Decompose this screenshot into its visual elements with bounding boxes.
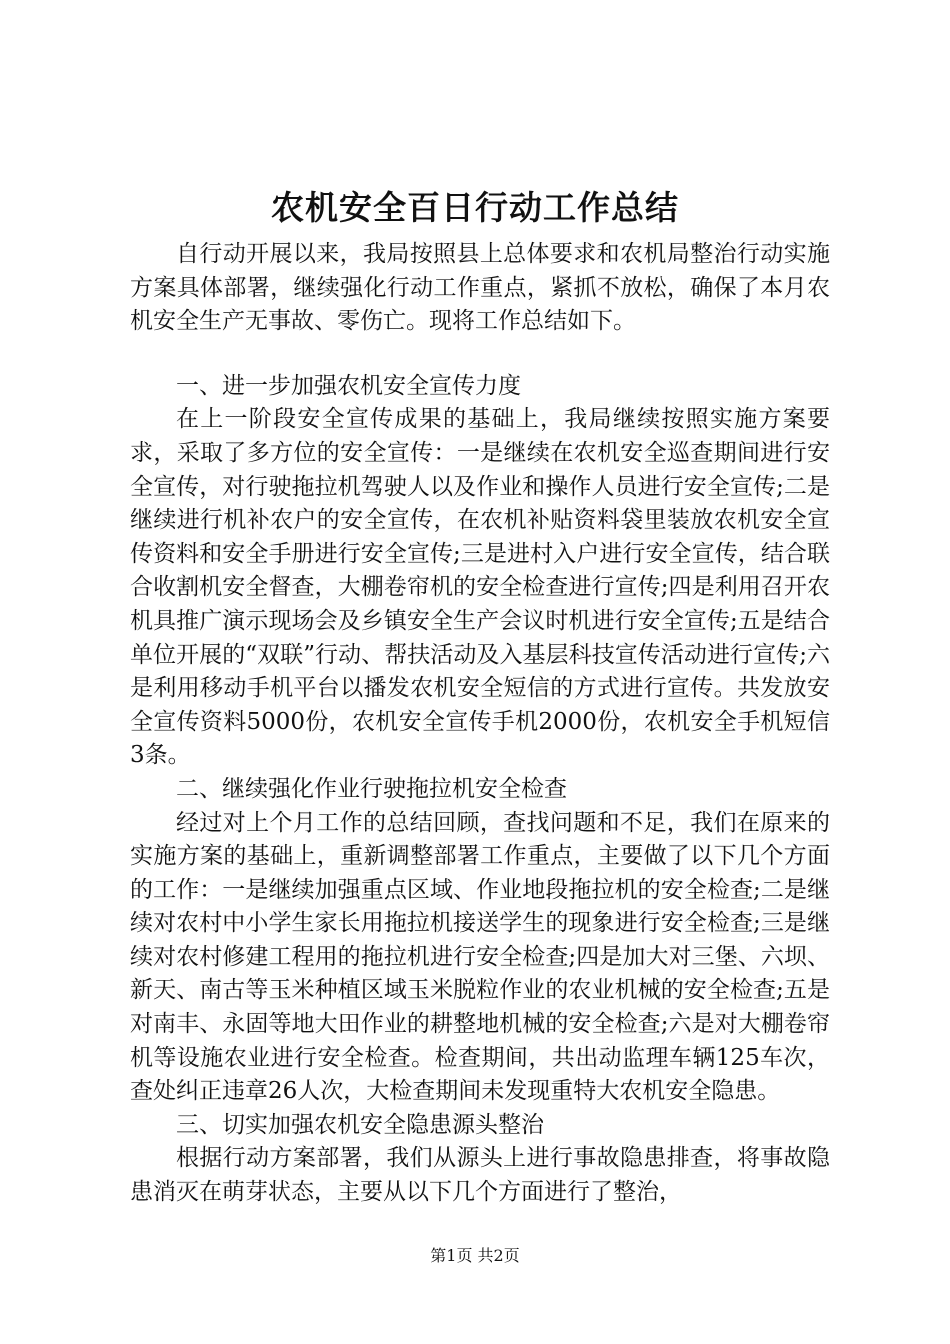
section-2-body: 经过对上个月工作的总结回顾，查找问题和不足，我们在原来的实施方案的基础上，重新调整部署工作重点，主要做了以下几个方面的工作：一是继续加强重点区域、作业地段拖拉机的安全检查;二是继续对农村中小学生家长用拖拉机接送学生的现象进行安全检查;三是继续对农村修建工程用的拖拉机进行安全检查;四是加大对三堡、六坝、新天、南古等玉米种植区域玉米脱粒作业的农业机械的安全检查;五是对南丰、永固等地大田作业的耕整地机械的安全检查;六是对大棚卷帘机等设施农业进行安全检查。检查期间，共出动监理车辆125车次，查处纠正违章26人次，大检查期间未发现重特大农机安全隐患。: [130, 809, 830, 1105]
section-3-body: 根据行动方案部署，我们从源头上进行事故隐患排查，将事故隐患消灭在萌芽状态，主要从以下几个方面进行了整治，: [130, 1145, 830, 1206]
section-2-heading: 二、继续强化作业行驶拖拉机安全检查: [176, 775, 567, 802]
intro-paragraph: 自行动开展以来，我局按照县上总体要求和农机局整治行动实施方案具体部署，继续强化行动工作重点，紧抓不放松，确保了本月农机安全生产无事故、零伤亡。现将工作总结如下。: [130, 241, 830, 335]
document-body: [130, 238, 830, 1210]
section-1-heading: 一、进一步加强农机安全宣传力度: [176, 372, 521, 399]
section-3-heading: 三、切实加强农机安全隐患源头整治: [176, 1111, 544, 1138]
page-footer: 第1页 共2页: [430, 1246, 520, 1265]
section-1-body: 在上一阶段安全宣传成果的基础上，我局继续按照实施方案要求，采取了多方位的安全宣传：一是继续在农机安全巡查期间进行安全宣传，对行驶拖拉机驾驶人以及作业和操作人员进行安全宣传;二是继续进行机补农户的安全宣传，在农机补贴资料袋里装放农机安全宣传资料和安全手册进行安全宣传;三是进村入户进行安全宣传，结合联合收割机安全督查，大棚卷帘机的安全检查进行宣传;四是利用召开农机具推广演示现场会及乡镇安全生产会议时机进行安全宣传;五是结合单位开展的“双联”行动、帮扶活动及入基层科技宣传活动进行宣传;六是利用移动手机平台以播发农机安全短信的方式进行宣传。共发放安全宣传资料5000份，农机安全宣传手机2000份，农机安全手机短信3条。: [130, 406, 830, 769]
document-title: 农机安全百日行动工作总结: [271, 188, 679, 227]
